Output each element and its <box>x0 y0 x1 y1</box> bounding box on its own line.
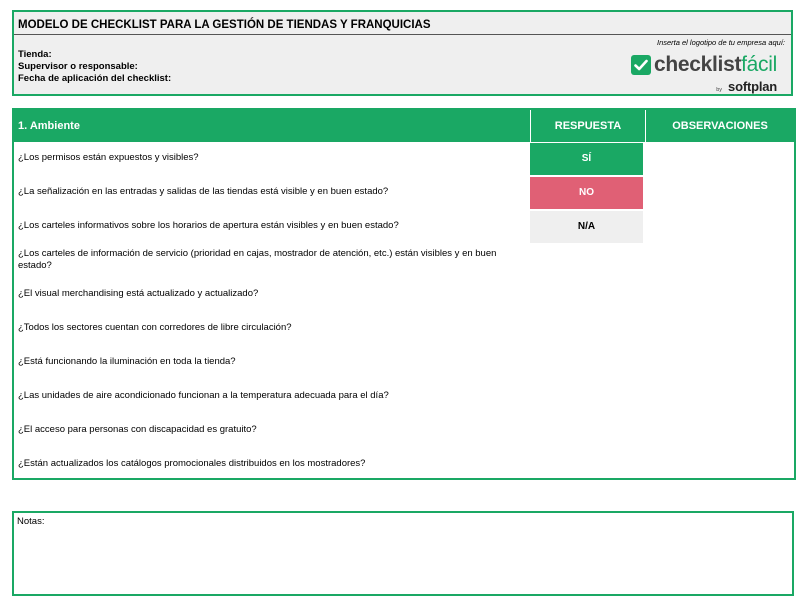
question-3: ¿Los carteles informativos sobre los horarios de apertura están visibles y en buen estado? <box>18 220 399 231</box>
answer-2[interactable]: NO <box>530 177 643 209</box>
checklistfacil-logo <box>607 52 777 92</box>
question-5: ¿El visual merchandising está actualizado y actualizado? <box>18 288 259 299</box>
response-column-header: RESPUESTA <box>530 110 646 142</box>
question-4: ¿Los carteles de información de servicio (prioridad en cajas, mostrador de atención, etc.) están visibles y en buen estado? <box>18 248 497 271</box>
store-field-label: Tienda: <box>18 49 52 60</box>
checklist-table <box>12 108 796 480</box>
logo-softplan: softplan <box>728 79 777 94</box>
question-1: ¿Los permisos están expuestos y visibles? <box>18 152 199 163</box>
document-title: MODELO DE CHECKLIST PARA LA GESTIÓN DE TIENDAS Y FRANQUICIAS <box>14 12 791 35</box>
logo-word-facil: fácil <box>741 53 777 76</box>
question-9: ¿El acceso para personas con discapacidad es gratuito? <box>18 424 257 435</box>
logo-hint: Inserta el logotipo de tu empresa aquí: <box>657 38 785 47</box>
observations-column-header: OBSERVACIONES <box>672 120 768 132</box>
date-field-label: Fecha de aplicación del checklist: <box>18 73 172 84</box>
notes-label: Notas: <box>17 516 45 527</box>
question-6: ¿Todos los sectores cuentan con corredores de libre circulación? <box>18 322 292 333</box>
document-header <box>12 10 793 96</box>
question-7: ¿Está funcionando la iluminación en toda la tienda? <box>18 356 236 367</box>
supervisor-field-label: Supervisor o responsable: <box>18 61 138 72</box>
logo-word-checklist: checklist <box>653 53 742 76</box>
question-2: ¿La señalización en las entradas y salidas de las tiendas está visible y en buen estado? <box>18 186 389 197</box>
section-title: 1. Ambiente <box>18 120 80 132</box>
answer-3[interactable]: N/A <box>530 211 643 243</box>
question-8: ¿Las unidades de aire acondicionado funcionan a la temperatura adecuada para el día? <box>18 390 389 401</box>
table-header <box>14 110 794 142</box>
logo-by: by <box>716 87 723 93</box>
check-icon <box>631 55 651 75</box>
question-10: ¿Están actualizados los catálogos promocionales distribuidos en los mostradores? <box>18 458 366 469</box>
header-fields <box>18 49 171 85</box>
notes-box[interactable] <box>12 511 794 596</box>
answer-1[interactable]: SÍ <box>530 143 643 175</box>
